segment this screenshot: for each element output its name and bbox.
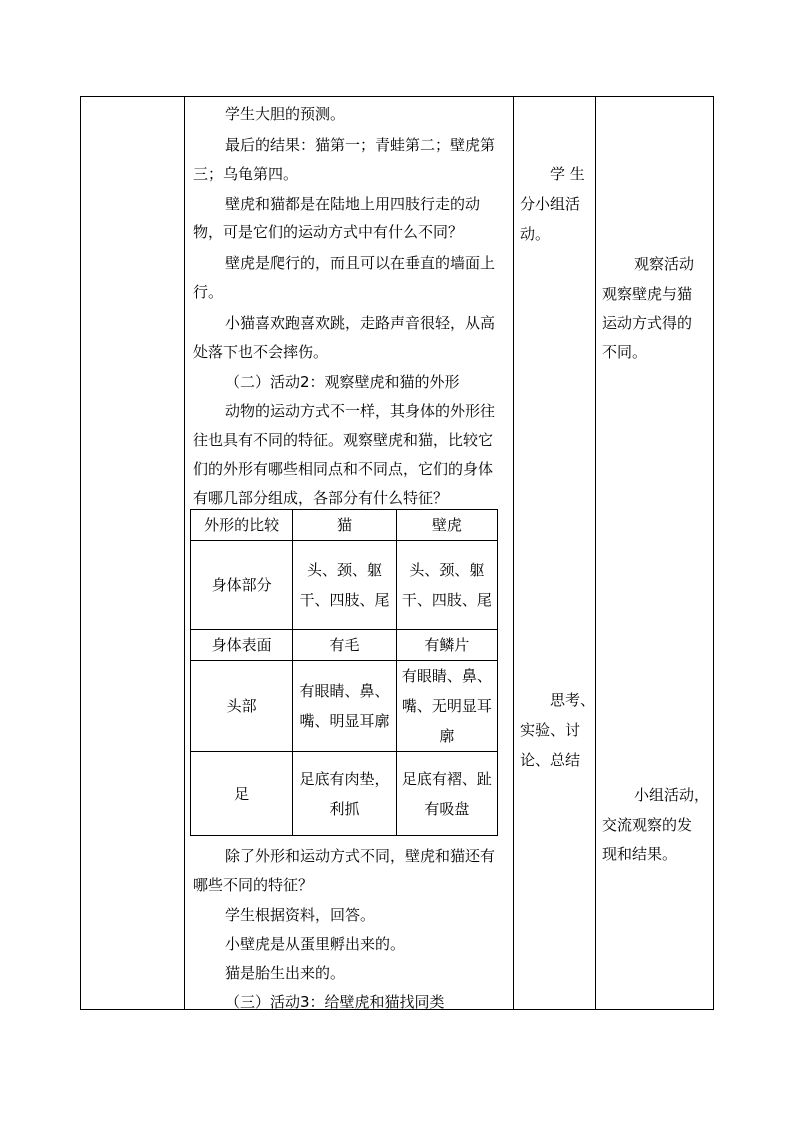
design-intent-line: 现和结果。 <box>602 845 678 863</box>
column-empty <box>81 97 184 1009</box>
content-line: 物，可是它们的运动方式中有什么不同？ <box>193 223 464 241</box>
content-line: 壁虎和猫都是在陆地上用四肢行走的动 <box>225 195 481 213</box>
content-line: 三；乌龟第四。 <box>193 165 299 183</box>
gecko-cell: 头、颈、躯干、四肢、尾 <box>396 541 497 630</box>
table-row <box>191 752 498 836</box>
content-line: 往也具有不同的特征。观察壁虎和猫，比较它 <box>193 431 494 449</box>
content-line: 学生根据资料，回答。 <box>225 906 376 924</box>
table-header-row <box>191 510 498 541</box>
lesson-plan-table <box>80 96 714 1010</box>
design-intent-line: 交流观察的发 <box>602 816 693 834</box>
gecko-cell: 有鳞片 <box>396 630 497 661</box>
cat-cell: 头、颈、躯干、四肢、尾 <box>293 541 396 630</box>
activity-heading: （二）活动2：观察壁虎和猫的外形 <box>225 373 460 391</box>
table-header-cell: 猫 <box>293 510 396 541</box>
student-activity-line: 实验、讨 <box>520 721 581 739</box>
student-activity-line: 动。 <box>520 225 551 243</box>
row-label: 头部 <box>191 661 293 752</box>
content-line: 有哪几部分组成，各部分有什么特征？ <box>193 489 449 507</box>
content-line: 学生大胆的预测。 <box>225 105 346 123</box>
table-header-cell: 外形的比较 <box>191 510 293 541</box>
cat-cell: 有眼睛、鼻、嘴、明显耳廓 <box>293 661 396 752</box>
content-line: 们的外形有哪些相同点和不同点，它们的身体 <box>193 460 494 478</box>
table-row <box>191 661 498 752</box>
content-line: 最后的结果：猫第一；青蛙第二；壁虎第 <box>225 136 496 154</box>
row-label: 身体部分 <box>191 541 293 630</box>
student-activity-line: 分小组活 <box>520 195 581 213</box>
content-line: 小壁虎是从蛋里孵出来的。 <box>225 935 406 953</box>
content-line: 哪些不同的特征？ <box>193 876 314 894</box>
content-line: 小猫喜欢跑喜欢跳，走路声音很轻，从高 <box>225 314 496 332</box>
content-line: 处落下也不会摔伤。 <box>193 343 329 361</box>
gecko-cell: 足底有褶、趾有吸盘 <box>396 752 497 836</box>
comparison-table <box>190 509 498 836</box>
table-header-cell: 壁虎 <box>396 510 497 541</box>
cat-cell: 足底有肉垫，利抓 <box>293 752 396 836</box>
row-label: 足 <box>191 752 293 836</box>
column-design-intent <box>596 97 715 1009</box>
table-row <box>191 630 498 661</box>
content-line: 行。 <box>193 283 224 301</box>
content-line: 猫是胎生出来的。 <box>225 964 346 982</box>
design-intent-line: 小组活动， <box>634 786 710 804</box>
row-label: 身体表面 <box>191 630 293 661</box>
design-intent-line: 观察壁虎与猫 <box>602 285 693 303</box>
design-intent-line: 观察活动 <box>634 255 695 273</box>
column-student-activity <box>514 97 595 1009</box>
student-activity-line: 论、总结 <box>520 751 581 769</box>
content-line: 动物的运动方式不一样，其身体的外形往 <box>225 402 496 420</box>
content-line: 壁虎是爬行的，而且可以在垂直的墙面上 <box>225 254 496 272</box>
design-intent-line: 不同。 <box>602 343 648 361</box>
student-activity-line: 学 生 <box>550 165 585 183</box>
design-intent-line: 运动方式得的 <box>602 314 693 332</box>
content-line: 除了外形和运动方式不同，壁虎和猫还有 <box>225 847 496 865</box>
gecko-cell: 有眼睛、鼻、嘴、无明显耳廓 <box>396 661 497 752</box>
activity-heading: （三）活动3：给壁虎和猫找同类 <box>225 993 445 1011</box>
cat-cell: 有毛 <box>293 630 396 661</box>
student-activity-line: 思考、 <box>550 691 596 709</box>
table-row <box>191 541 498 630</box>
